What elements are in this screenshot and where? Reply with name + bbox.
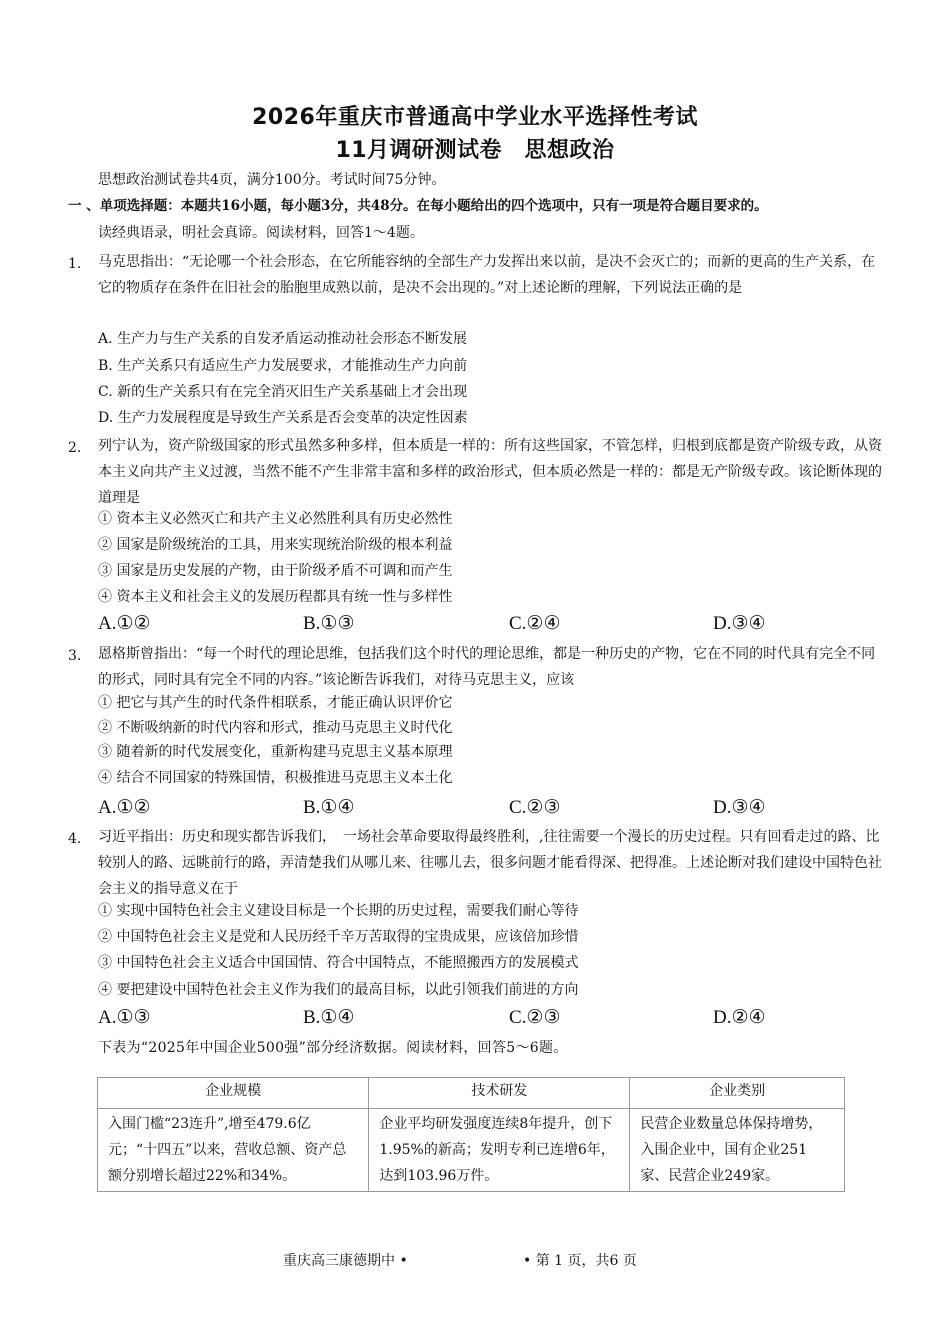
question-4-choice-a: A.①③ xyxy=(98,1007,151,1028)
exam-title: 2026年重庆市普通高中学业水平选择性考试 xyxy=(252,105,698,130)
question-4-choice-d: D.②④ xyxy=(713,1007,766,1028)
question-4-item: ② 中国特色社会主义是党和人民历经千辛万苦取得的宝贵成果，应该倍加珍惜 xyxy=(98,929,579,945)
table-cell: 企业平均研发强度连续8年提升，创下1.95%的新高；发明专利已连增6年，达到103.96万件。 xyxy=(369,1109,630,1192)
question-4-item: ③ 中国特色社会主义适合中国国情、符合中国特点，不能照搬西方的发展模式 xyxy=(98,955,579,971)
question-2-choice-a: A.①② xyxy=(98,613,151,634)
table-header: 企业规模 xyxy=(98,1078,369,1109)
question-1-option-a: A. 生产力与生产关系的自发矛盾运动推动社会形态不断发展 xyxy=(98,331,468,347)
question-3-item: ③ 随着新的时代发展变化，重新构建马克思主义基本原理 xyxy=(98,744,453,760)
question-2-item: ④ 资本主义和社会主义的发展历程都具有统一性与多样性 xyxy=(98,589,453,605)
table-header-row xyxy=(98,1078,845,1109)
question-4-choice-b: B.①④ xyxy=(303,1007,355,1028)
question-3-item: ① 把它与其产生的时代条件相联系，才能正确认识评价它 xyxy=(98,695,453,711)
question-1-option-c: C. 新的生产关系只有在完全消灭旧生产关系基础上才会出现 xyxy=(98,384,468,400)
question-4-choice-c: C.②③ xyxy=(509,1007,561,1028)
question-4-item: ④ 要把建设中国特色社会主义作为我们的最高目标，以此引领我们前进的方向 xyxy=(98,982,579,998)
exam-intro: 思想政治测试卷共4页，满分100分。考试时间75分钟。 xyxy=(98,172,446,188)
question-4-stem: 习近平指出：历史和现实都告诉我们， 一场社会革命要取得最终胜利，,往往需要一个漫长的历史过程。只有回看走过的路、比较别人的路、远眺前行的路，弄清楚我们从哪儿来、往哪儿去，很多问题才能看得深、把得准。上述论断对我们建设中国特色社会主义的指导意义在于 xyxy=(98,829,882,897)
table-header: 企业类别 xyxy=(630,1078,845,1109)
question-2-choice-b: B.①③ xyxy=(303,613,355,634)
question-3-choice-c: C.②③ xyxy=(509,797,561,818)
question-2-choice-d: D.③④ xyxy=(713,613,766,634)
question-number: 2. xyxy=(68,440,82,456)
data-table xyxy=(97,1077,845,1192)
question-1-option-b: B. 生产关系只有适应生产力发展要求，才能推动生产力向前 xyxy=(98,358,468,374)
group-intro-2: 下表为“2025年中国企业500强”部分经济数据。阅读材料，回答5～6题。 xyxy=(98,1040,568,1056)
question-2-choice-c: C.②④ xyxy=(509,613,561,634)
question-1-option-d: D. 生产力发展程度是导致生产关系是否会变革的决定性因素 xyxy=(98,410,468,426)
table-header: 技术研发 xyxy=(369,1078,630,1109)
section-heading: 一 、单项选择题：本题共16小题，每小题3分，共48分。在每小题给出的四个选项中，只有一项是符合题目要求的。 xyxy=(68,198,768,214)
question-number: 1. xyxy=(68,256,82,272)
footer-left: 重庆高三康德期中 • xyxy=(283,1253,408,1269)
question-3-choice-b: B.①④ xyxy=(303,797,355,818)
footer-page-number: • 第 1 页，共6 页 xyxy=(523,1253,637,1269)
question-3-item: ④ 结合不同国家的特殊国情，积极推进马克思主义本土化 xyxy=(98,770,453,786)
question-number: 4. xyxy=(68,831,82,847)
question-3-stem: 恩格斯曾指出：“每一个时代的理论思维，包括我们这个时代的理论思维，都是一种历史的产物，它在不同的时代具有完全不同的形式，同时具有完全不同的内容。”该论断告诉我们，对待马克思主义，应该 xyxy=(98,646,876,688)
question-1-stem: 马克思指出：“无论哪一个社会形态，在它所能容纳的全部生产力发挥出来以前，是决不会灭亡的；而新的更高的生产关系，在它的物质存在条件在旧社会的胎胞里成熟以前，是决不会出现的。”对上述论断的理解，下列说法正确的是 xyxy=(98,254,876,296)
question-4-item: ① 实现中国特色社会主义建设目标是一个长期的历史过程，需要我们耐心等待 xyxy=(98,903,579,919)
question-3-item: ② 不断吸纳新的时代内容和形式，推动马克思主义时代化 xyxy=(98,720,453,736)
exam-subtitle: 11月调研测试卷 思想政治 xyxy=(335,138,615,163)
table-cell: 民营企业数量总体保持增势， 入围企业中，国有企业251家、民营企业249家。 xyxy=(630,1109,845,1192)
question-2-item: ① 资本主义必然灭亡和共产主义必然胜利具有历史必然性 xyxy=(98,511,453,527)
question-number: 3. xyxy=(68,648,82,664)
table-row xyxy=(98,1109,845,1192)
question-2-item: ③ 国家是历史发展的产物，由于阶级矛盾不可调和而产生 xyxy=(98,563,453,579)
table-cell: 入围门槛“23连升”,增至479.6亿元；“十四五”以来，营收总额、资产总额分别增长超过22%和34%。 xyxy=(98,1109,369,1192)
question-3-choice-d: D.③④ xyxy=(713,797,766,818)
group-intro-1: 读经典语录，明社会真谛。阅读材料，回答1～4题。 xyxy=(98,225,424,241)
question-2-stem: 列宁认为，资产阶级国家的形式虽然多种多样，但本质是一样的：所有这些国家，不管怎样，归根到底都是资产阶级专政，从资本主义向共产主义过渡，当然不能不产生非常丰富和多样的政治形式，但本质必然是一样的：都是无产阶级专政。该论断体现的道理是 xyxy=(98,438,882,506)
question-2-item: ② 国家是阶级统治的工具，用来实现统治阶级的根本利益 xyxy=(98,537,453,553)
question-3-choice-a: A.①② xyxy=(98,797,151,818)
